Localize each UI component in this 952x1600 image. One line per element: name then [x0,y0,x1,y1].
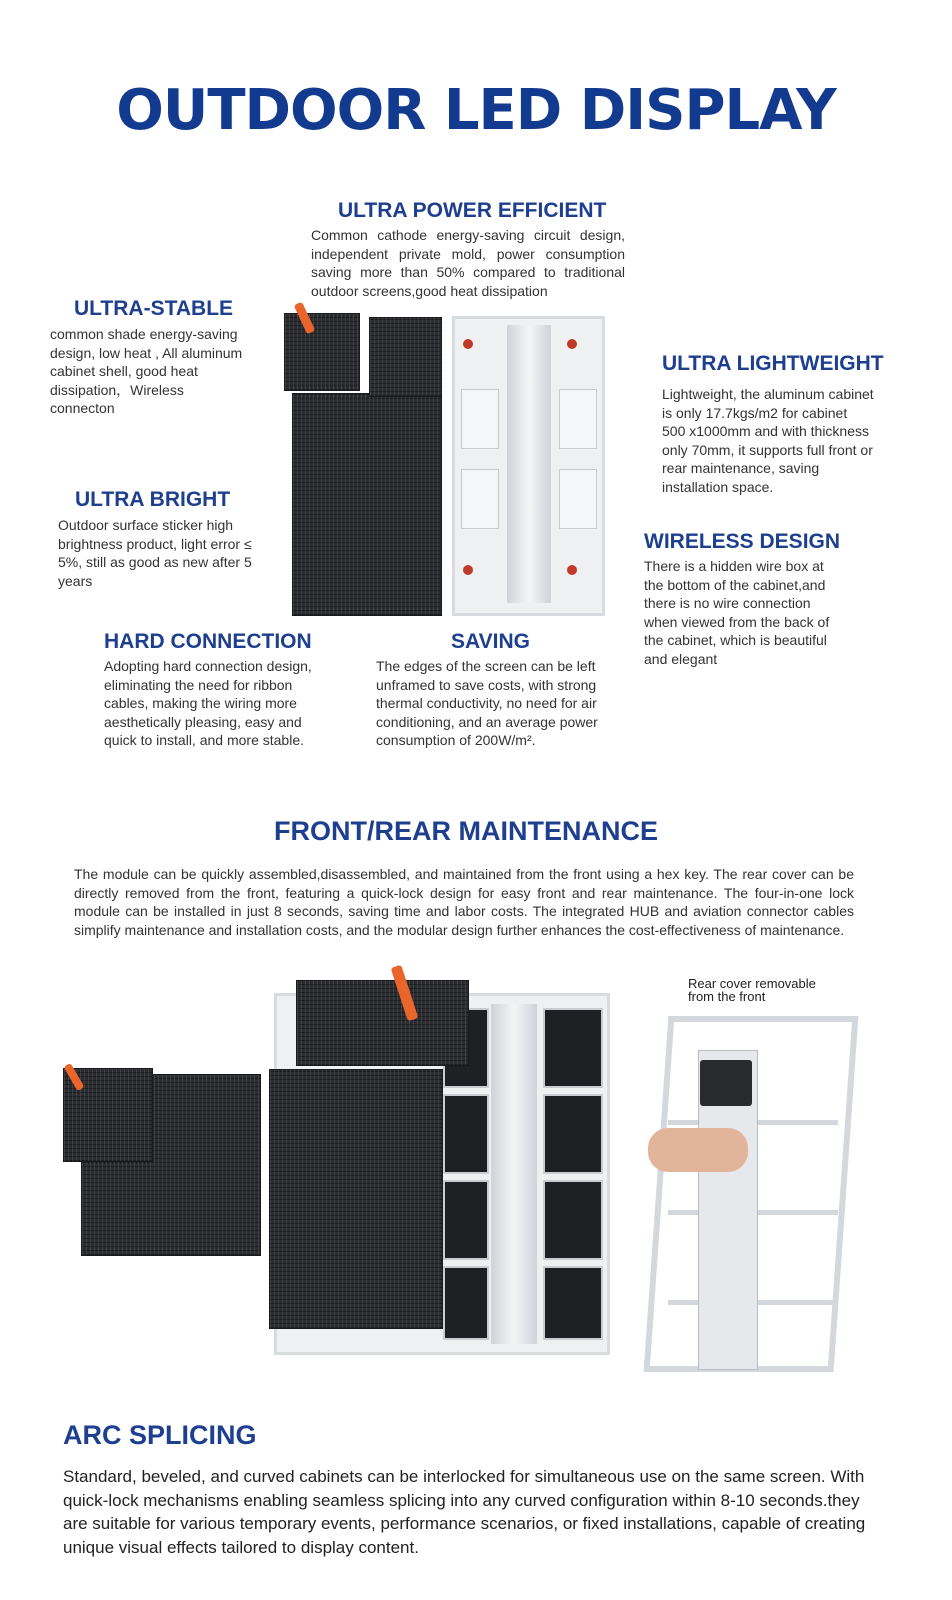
arc-title: ARC SPLICING [63,1420,257,1450]
maintenance-title: FRONT/REAR MAINTENANCE [274,816,658,846]
connector-icon [463,339,473,349]
bright-text: Outdoor surface sticker high brightness product, light error ≤ 5%, still as good as new after 5 years [58,517,252,589]
maintenance-illustration [60,965,610,1360]
rear-cover-caption: Rear cover removable from the front [688,976,816,1004]
saving-title: SAVING [451,630,530,653]
saving-text: The edges of the screen can be left unframed to save costs, with strong thermal conductivity, no need for air conditioning, and an average power consumption of 200W/m². [376,658,598,749]
connector-icon [567,565,577,575]
power-title: ULTRA POWER EFFICIENT [338,199,607,222]
led-module-removed [285,314,359,390]
page-title: OUTDOOR LED DISPLAY [116,78,836,143]
rear-tile [543,1008,603,1088]
rear-box [461,389,499,449]
maintenance-text: The module can be quickly assembled,disassembled, and maintained from the front using a hex key. The rear cover can be directly removed from the front, featuring a quick-lock design for easy front and rear maintenance. The four-in-one lock module can be installed in just 8 seconds, saving time and labor costs. The integrated HUB and aviation connector cables simplify maintenance and installation costs, and the modular design further enhances the cost-effectiveness of maintenance. [74,866,854,938]
center-beam [507,325,551,603]
hard-text: Adopting hard connection design, eliminating the need for ribbon cables, making the wiring more aesthetically pleasing, easy and quick to install, and more stable. [104,658,312,749]
rear-box [559,389,597,449]
lightweight-title: ULTRA LIGHTWEIGHT [662,352,884,375]
lightweight-text: Lightweight, the aluminum cabinet is only 17.7kgs/m2 for cabinet 500 x1000mm and with thickness only 70mm, it supports full front or rear maintenance, saving installation space. [662,386,874,495]
connector-icon [567,339,577,349]
rear-tile [443,1094,489,1174]
arc-text: Standard, beveled, and curved cabinets can be interlocked for simultaneous use on the same screen. With quick-lock mechanisms enabling seamless splicing into any curved configuration within 8-10 seconds.they are suitable for various temporary events, performance scenarios, or fixed installations, capable of creating unique visual effects tailored to display content. [63,1467,866,1557]
hub-box [700,1060,752,1106]
connector-icon [463,565,473,575]
center-beam [491,1004,537,1344]
power-text: Common cathode energy-saving circuit design, independent private mold, power consumption saving more than 50% compared to traditional outdoor screens,good heat dissipation [311,227,625,299]
rear-tile [543,1094,603,1174]
hands [648,1128,748,1172]
wireless-title: WIRELESS DESIGN [644,530,841,553]
rear-tile [443,1180,489,1260]
rear-tile [443,1266,489,1340]
cabinet-illustration [270,300,615,620]
rear-tile [543,1180,603,1260]
led-module-top-right [370,318,441,396]
rear-tile [543,1266,603,1340]
stable-text: common shade energy-saving design, low heat , All aluminum cabinet shell, good heat dissipation，Wireless connecton [50,326,243,417]
bright-title: ULTRA BRIGHT [75,488,231,511]
rear-box [461,469,499,529]
led-cabinet-front [293,394,441,615]
led-module-top [297,981,468,1065]
rear-cover-photo [638,1010,862,1382]
led-cabinet-front [270,1070,442,1328]
stable-title: ULTRA-STABLE [74,297,234,320]
rear-box [559,469,597,529]
wireless-text: There is a hidden wire box at the bottom of the cabinet,and there is no wire connection when viewed from the back of the cabinet, which is beautiful and elegant [644,558,830,667]
hard-title: HARD CONNECTION [104,630,312,653]
cabinet-rear-frame [452,316,605,616]
